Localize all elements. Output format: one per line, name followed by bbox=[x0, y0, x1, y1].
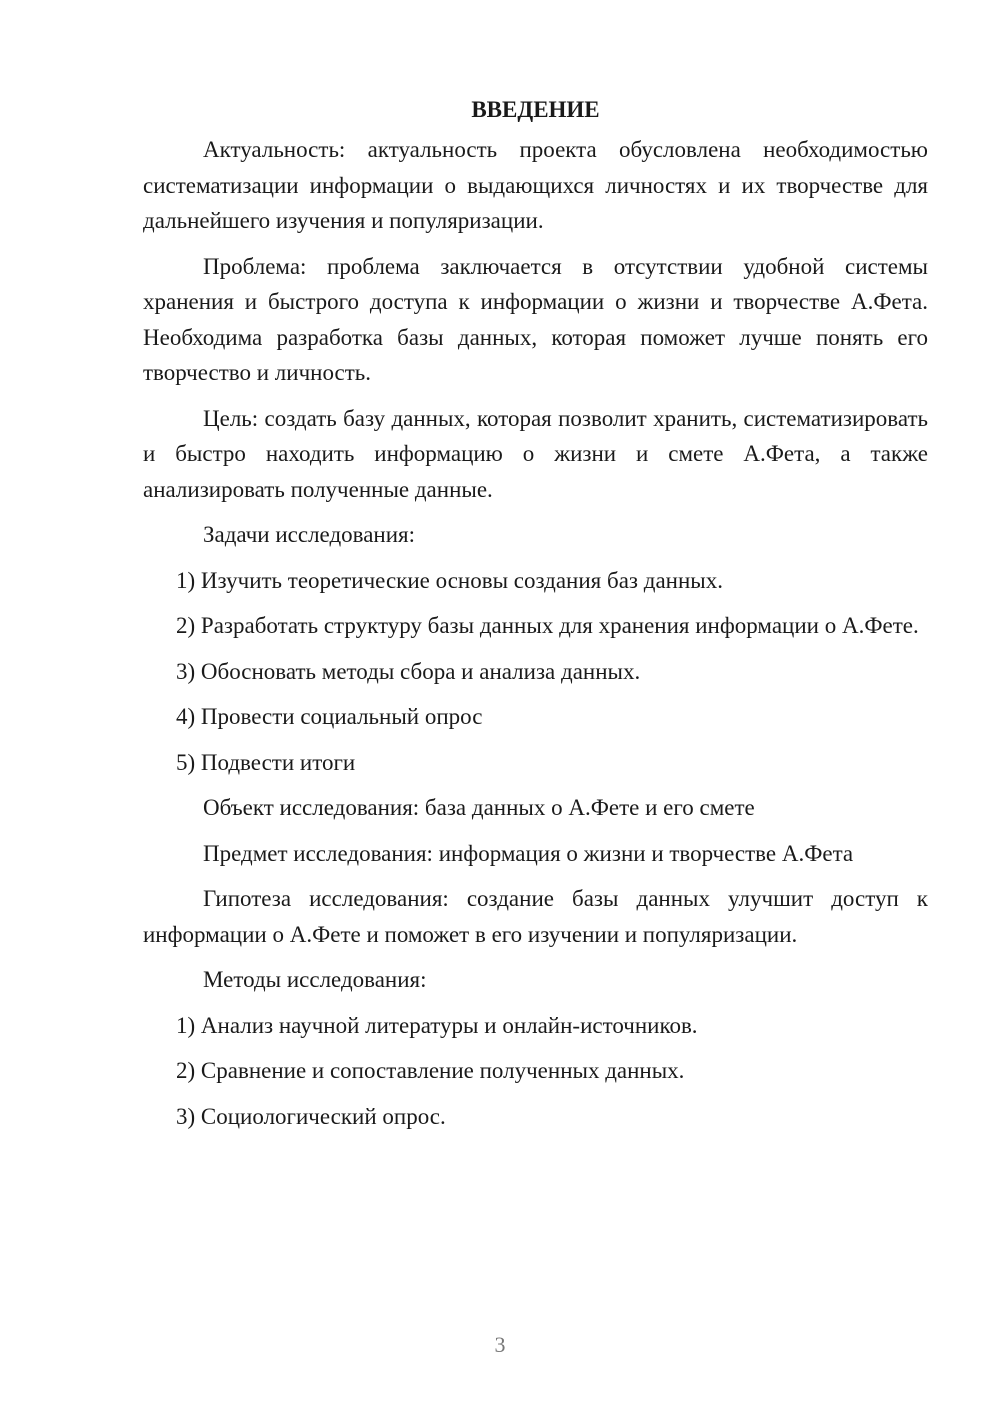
method-item-2: 2) Сравнение и сопоставление полученных данных. bbox=[176, 1058, 685, 1083]
task-item-2: 2) Разработать структуру базы данных для хранения информации о А.Фете. bbox=[176, 613, 919, 638]
paragraph-hypothesis: Гипотеза исследования: создание базы данных улучшит доступ к информации о А.Фете и поможет в его изучении и популяризации. bbox=[143, 886, 928, 947]
method-item-3: 3) Социологический опрос. bbox=[176, 1103, 446, 1129]
paragraph-subject: Предмет исследования: информация о жизни и творчестве А.Фета bbox=[203, 840, 854, 866]
paragraph-object: Объект исследования: база данных о А.Фете и его смете bbox=[203, 795, 755, 820]
task-item-1: 1) Изучить теоретические основы создания баз данных. bbox=[176, 567, 723, 593]
paragraph-goal: Цель: создать базу данных, которая позволит хранить, систематизировать и быстро находить информацию о жизни и смете А.Фета, а также анализировать полученные данные. bbox=[143, 405, 928, 502]
method-item-1: 1) Анализ научной литературы и онлайн-источников. bbox=[176, 1012, 698, 1038]
tasks-heading: Задачи исследования: bbox=[203, 522, 416, 547]
methods-heading: Методы исследования: bbox=[203, 967, 427, 992]
page-number: 3 bbox=[494, 1332, 506, 1357]
task-item-3: 3) Обосновать методы сбора и анализа данных. bbox=[176, 658, 641, 684]
paragraph-relevance: Актуальность: актуальность проекта обусловлена необходимостью систематизации информации о выдающихся личностях и их творчестве для дальнейшего изучения и популяризации. bbox=[143, 137, 928, 233]
document-title: ВВЕДЕНИЕ bbox=[471, 97, 600, 122]
task-item-5: 5) Подвести итоги bbox=[176, 749, 356, 775]
paragraph-problem: Проблема: проблема заключается в отсутствии удобной системы хранения и быстрого доступа к информации о жизни и творчестве А.Фета. Необходима разработка базы данных, которая поможет лучше понять его творчество и личность. bbox=[143, 253, 928, 385]
task-item-4: 4) Провести социальный опрос bbox=[176, 704, 483, 729]
document-page bbox=[143, 90, 928, 1144]
